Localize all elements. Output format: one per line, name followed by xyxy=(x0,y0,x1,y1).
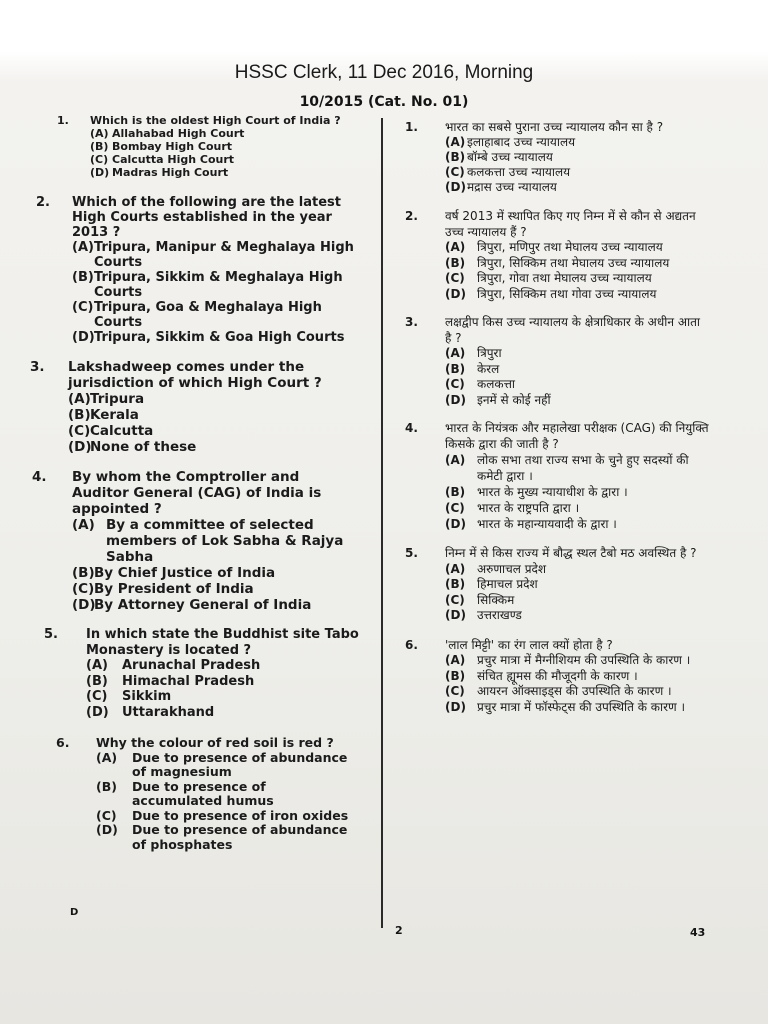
option-label: (C) xyxy=(445,271,465,285)
option-label: (B) xyxy=(445,361,466,376)
option-text: हिमाचल प्रदेश xyxy=(477,577,538,591)
page-number: 2 xyxy=(395,924,403,937)
option-label: (B) xyxy=(90,140,109,153)
option-text: Tripura, Goa & Meghalaya High Courts xyxy=(94,300,322,330)
option-text: None of these xyxy=(90,439,197,455)
option-b xyxy=(445,484,710,500)
option-text: Himachal Pradesh xyxy=(122,673,255,689)
option-label: (C) xyxy=(72,581,95,597)
question-3-en xyxy=(30,359,360,455)
option-c xyxy=(86,689,360,705)
option-a xyxy=(445,562,710,578)
option-label: (B) xyxy=(445,255,466,270)
option-text: प्रचुर मात्रा में फॉस्फेट्स की उपस्थिति के कारण । xyxy=(477,699,686,714)
hindi-column xyxy=(400,120,710,715)
question-number: 2. xyxy=(36,195,50,210)
option-b xyxy=(90,140,360,153)
option-text: संचित ह्यूमस की मौजूदगी के कारण । xyxy=(477,668,638,683)
option-b xyxy=(445,150,710,165)
option-c xyxy=(445,271,710,287)
option-c xyxy=(445,593,710,609)
option-a xyxy=(86,658,360,674)
option-label: (C) xyxy=(445,592,465,607)
option-a xyxy=(96,751,360,780)
question-text: Which of the following are the latest High Courts established in the year 2013 ? xyxy=(72,195,341,240)
option-b xyxy=(96,780,360,809)
option-text: Madras High Court xyxy=(112,166,229,179)
option-text: Due to presence of abundance of magnesium xyxy=(132,749,348,779)
paper-code: 10/2015 (Cat. No. 01) xyxy=(299,94,469,110)
option-c xyxy=(445,165,710,180)
question-number: 1. xyxy=(405,120,418,134)
question-1-hi xyxy=(400,120,710,195)
option-label: (A) xyxy=(72,240,94,255)
question-1-en xyxy=(30,114,360,179)
option-label: (A) xyxy=(445,653,466,667)
option-d xyxy=(445,700,710,716)
option-label: (B) xyxy=(445,577,466,591)
question-6-hi xyxy=(400,638,710,716)
option-label: (D) xyxy=(445,392,466,407)
option-text: भारत के महान्यायवादी के द्वारा । xyxy=(477,517,617,531)
question-text: Lakshadweep comes under the jurisdiction of which High Court ? xyxy=(68,359,322,391)
option-label: (D) xyxy=(445,699,466,714)
option-text: Tripura, Sikkim & Meghalaya High Courts xyxy=(94,270,343,300)
option-text: त्रिपुरा, मणिपुर तथा मेघालय उच्च न्यायालय xyxy=(477,240,663,254)
option-text: भारत के मुख्य न्यायाधीश के द्वारा । xyxy=(477,485,628,499)
option-text: आयरन ऑक्साइड्स की उपस्थिति के कारण । xyxy=(477,684,672,698)
option-text: By Attorney General of India xyxy=(94,597,312,613)
option-a xyxy=(445,240,710,256)
option-d xyxy=(445,516,710,532)
option-d xyxy=(445,287,710,303)
question-number: 1. xyxy=(57,114,69,127)
option-c xyxy=(72,300,360,330)
option-b xyxy=(86,674,360,690)
question-number: 6. xyxy=(405,637,418,652)
option-label: (A) xyxy=(445,135,466,149)
option-c xyxy=(90,153,360,166)
question-text: Which is the oldest High Court of India ? xyxy=(90,114,341,127)
option-text: Arunachal Pradesh xyxy=(122,658,261,673)
option-text: त्रिपुरा, सिक्किम तथा गोवा उच्च न्यायालय xyxy=(477,286,657,301)
question-4-en xyxy=(30,469,360,613)
option-text: लोक सभा तथा राज्य सभा के चुने हुए सदस्यों की कमेटी द्वारा । xyxy=(477,453,689,483)
option-label: (D) xyxy=(445,180,466,194)
option-label: (A) xyxy=(96,749,118,765)
option-text: Kerala xyxy=(90,407,139,423)
option-c xyxy=(68,423,360,439)
option-c xyxy=(445,500,710,516)
option-text: Tripura xyxy=(90,391,145,407)
question-5-en xyxy=(30,627,360,720)
corner-mark: 43 xyxy=(690,926,706,939)
option-text: त्रिपुरा, गोवा तथा मेघालय उच्च न्यायालय xyxy=(477,271,652,285)
option-a xyxy=(445,346,710,362)
option-c xyxy=(72,581,360,597)
option-label: (C) xyxy=(445,501,465,515)
option-d xyxy=(445,393,710,409)
option-d xyxy=(90,166,360,179)
question-3-hi xyxy=(400,315,710,408)
option-label: (B) xyxy=(68,407,91,423)
option-label: (B) xyxy=(72,565,95,581)
option-label: (B) xyxy=(445,485,466,499)
option-text: Tripura, Manipur & Meghalaya High Courts xyxy=(94,240,354,270)
option-text: Sikkim xyxy=(122,689,172,704)
question-text: Why the colour of red soil is red ? xyxy=(96,735,334,750)
option-text: प्रचुर मात्रा में मैग्नीशियम की उपस्थिति के कारण । xyxy=(477,653,691,667)
option-b xyxy=(445,669,710,685)
option-a xyxy=(90,127,360,140)
option-c xyxy=(445,684,710,700)
option-text: Uttarakhand xyxy=(122,704,215,720)
option-d xyxy=(445,608,710,624)
question-text: वर्ष 2013 में स्थापित किए गए निम्न में से कौन से अद्यतन उच्च न्यायालय हैं ? xyxy=(445,209,696,239)
option-label: (B) xyxy=(445,668,466,683)
exam-banner: HSSC Clerk, 11 Dec 2016, Morning xyxy=(234,62,534,83)
question-text: भारत के नियंत्रक और महालेखा परीक्षक (CAG) की नियुक्ति किसके द्वारा की जाती है ? xyxy=(445,421,709,451)
option-text: कलकत्ता xyxy=(477,377,515,391)
option-text: इनमें से कोई नहीं xyxy=(477,392,551,407)
option-text: Tripura, Sikkim & Goa High Courts xyxy=(94,330,345,345)
option-text: केरल xyxy=(477,361,500,376)
option-b xyxy=(72,565,360,581)
option-label: (C) xyxy=(445,165,465,179)
option-text: Due to presence of iron oxides xyxy=(132,807,349,823)
option-label: (A) xyxy=(445,453,466,467)
question-text: भारत का सबसे पुराना उच्च न्यायालय कौन सा है ? xyxy=(445,120,664,134)
option-label: (D) xyxy=(96,822,118,837)
option-label: (D) xyxy=(86,704,109,720)
option-a xyxy=(72,240,360,270)
column-divider xyxy=(381,118,383,928)
option-text: Allahabad High Court xyxy=(112,127,245,140)
option-label: (D) xyxy=(445,286,466,301)
option-text: सिक्किम xyxy=(477,592,515,607)
question-6-en xyxy=(30,736,360,852)
option-label: (A) xyxy=(68,391,91,407)
option-b xyxy=(445,577,710,593)
option-label: (A) xyxy=(86,658,108,673)
question-number: 3. xyxy=(30,359,45,375)
option-d xyxy=(72,597,360,613)
option-c xyxy=(96,809,360,824)
option-text: इलाहाबाद उच्च न्यायालय xyxy=(467,135,576,149)
option-d xyxy=(72,330,360,345)
question-number: 4. xyxy=(32,469,47,485)
option-label: (D) xyxy=(68,439,92,455)
option-text: त्रिपुरा, सिक्किम तथा मेघालय उच्च न्यायालय xyxy=(477,255,670,270)
option-label: (A) xyxy=(72,517,95,533)
option-c xyxy=(445,377,710,393)
option-d xyxy=(96,823,360,852)
option-label: (D) xyxy=(445,517,466,531)
option-text: Due to presence of accumulated humus xyxy=(132,778,274,808)
question-text: In which state the Buddhist site Tabo Monastery is located ? xyxy=(86,627,359,658)
option-d xyxy=(445,180,710,195)
option-text: Calcutta High Court xyxy=(112,153,235,166)
option-b xyxy=(68,407,360,423)
option-label: (A) xyxy=(90,127,109,140)
option-text: त्रिपुरा xyxy=(477,346,502,360)
option-text: By a committee of selected members of Lok Sabha & Rajya Sabha xyxy=(106,517,344,565)
option-text: Due to presence of abundance of phosphates xyxy=(132,822,348,852)
question-number: 2. xyxy=(405,209,418,223)
option-label: (C) xyxy=(90,153,109,166)
option-text: कलकत्ता उच्च न्यायालय xyxy=(467,165,571,179)
question-text: 'लाल मिट्टी' का रंग लाल क्यों होता है ? xyxy=(445,637,613,652)
option-text: बॉम्बे उच्च न्यायालय xyxy=(467,150,553,164)
question-number: 6. xyxy=(56,735,70,750)
option-label: (A) xyxy=(445,240,466,254)
option-label: (A) xyxy=(445,561,466,576)
option-b xyxy=(445,256,710,272)
option-label: (C) xyxy=(445,377,465,391)
option-label: (C) xyxy=(68,423,91,439)
question-2-en xyxy=(30,195,360,345)
option-label: (B) xyxy=(72,270,94,285)
option-text: अरुणाचल प्रदेश xyxy=(477,561,547,576)
question-number: 5. xyxy=(405,546,418,560)
question-number: 4. xyxy=(405,421,418,435)
option-a xyxy=(445,653,710,669)
option-text: Bombay High Court xyxy=(112,140,233,153)
question-text: लक्षद्वीप किस उच्च न्यायालय के क्षेत्राधिकार के अधीन आता है ? xyxy=(445,315,701,345)
option-a xyxy=(72,517,360,565)
question-5-hi xyxy=(400,546,710,624)
option-d xyxy=(68,439,360,455)
option-b xyxy=(72,270,360,300)
option-label: (D) xyxy=(72,597,96,613)
option-text: मद्रास उच्च न्यायालय xyxy=(467,180,557,194)
option-label: (D) xyxy=(72,330,95,345)
question-number: 3. xyxy=(405,315,418,329)
booklet-series-mark: D xyxy=(70,907,79,918)
option-label: (C) xyxy=(96,807,117,823)
option-label: (B) xyxy=(96,778,117,794)
option-label: (C) xyxy=(72,300,94,315)
option-label: (C) xyxy=(445,684,465,698)
option-a xyxy=(445,135,710,150)
option-text: By President of India xyxy=(94,581,254,597)
option-label: (A) xyxy=(445,346,466,360)
option-a xyxy=(445,452,710,484)
question-4-hi xyxy=(400,420,710,532)
option-text: Calcutta xyxy=(90,423,154,439)
option-d xyxy=(86,705,360,721)
english-column xyxy=(30,114,360,852)
question-number: 5. xyxy=(44,627,58,642)
option-text: By Chief Justice of India xyxy=(94,565,276,581)
question-2-hi xyxy=(400,209,710,302)
option-a xyxy=(68,391,360,407)
option-b xyxy=(445,362,710,378)
option-label: (D) xyxy=(445,608,466,622)
option-text: भारत के राष्ट्रपति द्वारा । xyxy=(477,501,580,515)
option-text: उत्तराखण्ड xyxy=(477,608,522,622)
option-label: (B) xyxy=(86,673,108,689)
option-label: (D) xyxy=(90,166,110,179)
option-label: (C) xyxy=(86,689,108,704)
question-text: निम्न में से किस राज्य में बौद्ध स्थल टैबो मठ अवस्थित है ? xyxy=(445,546,697,560)
option-label: (B) xyxy=(445,150,466,164)
question-text: By whom the Comptroller and Auditor General (CAG) of India is appointed ? xyxy=(72,469,322,517)
